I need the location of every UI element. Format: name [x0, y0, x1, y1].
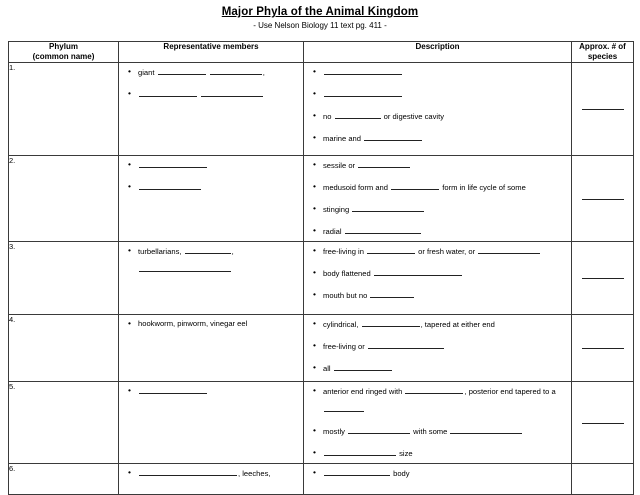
table-row: [9, 464, 634, 495]
text-fragment: no: [323, 112, 334, 121]
column-header-description: Description: [304, 42, 572, 63]
fill-in-blank[interactable]: [158, 67, 206, 75]
text-fragment: or fresh water, or: [416, 247, 478, 256]
text-fragment: , tapered at either end: [420, 320, 495, 329]
text-fragment: hookworm, pinworm, vinegar eel: [138, 319, 248, 328]
description-item: [312, 386, 567, 415]
cell-description[interactable]: [304, 382, 572, 464]
fill-in-blank[interactable]: [185, 246, 231, 254]
table-header: [9, 42, 634, 63]
fill-in-blank[interactable]: [582, 277, 624, 279]
description-list: [304, 63, 571, 148]
description-list: [304, 242, 571, 305]
member-list: [119, 464, 303, 483]
column-header-members: Representative members: [119, 42, 304, 63]
cell-species-count[interactable]: [572, 315, 634, 382]
text-fragment: free-living in: [323, 247, 367, 256]
cell-representative-members[interactable]: [119, 242, 304, 315]
description-item: [312, 426, 567, 437]
description-list: [304, 464, 571, 483]
fill-in-blank[interactable]: [391, 182, 439, 190]
column-header-phylum-line1: Phylum: [49, 42, 78, 51]
phyla-table: [8, 41, 634, 495]
fill-in-blank[interactable]: [139, 468, 237, 476]
cell-species-count[interactable]: [572, 63, 634, 156]
fill-in-blank[interactable]: [582, 422, 624, 424]
text-fragment: [207, 68, 209, 77]
member-item-continuation: [138, 264, 299, 275]
text-fragment: all: [323, 364, 333, 373]
fill-in-blank[interactable]: [450, 426, 522, 434]
fill-in-blank[interactable]: [139, 264, 231, 272]
table-row: [9, 242, 634, 315]
text-fragment: mouth but no: [323, 291, 370, 300]
member-item: [127, 89, 299, 100]
text-fragment: ,: [262, 68, 265, 77]
row-number: 5.: [9, 382, 16, 391]
description-item: [312, 89, 567, 100]
fill-in-blank[interactable]: [324, 89, 402, 97]
fill-in-blank[interactable]: [345, 226, 421, 234]
fill-in-blank[interactable]: [324, 404, 364, 412]
description-item: [312, 319, 567, 330]
description-list: [304, 156, 571, 241]
description-item: [312, 204, 567, 215]
text-fragment: giant: [138, 68, 157, 77]
cell-representative-members[interactable]: [119, 63, 304, 156]
member-list: [119, 315, 303, 333]
cell-representative-members[interactable]: [119, 315, 304, 382]
table-row: [9, 156, 634, 242]
text-fragment: free-living or: [323, 342, 367, 351]
description-item: [312, 67, 567, 78]
fill-in-blank[interactable]: [358, 160, 410, 168]
column-header-phylum: [9, 42, 119, 63]
cell-description[interactable]: [304, 63, 572, 156]
column-header-species-line2: species: [587, 52, 618, 61]
fill-in-blank[interactable]: [210, 67, 262, 75]
column-header-species-line1: Approx. # of: [579, 42, 626, 51]
fill-in-blank[interactable]: [405, 386, 463, 394]
description-item: [312, 133, 567, 144]
member-list: [119, 242, 303, 279]
description-item: [312, 160, 567, 171]
fill-in-blank[interactable]: [582, 198, 624, 200]
cell-species-count[interactable]: [572, 382, 634, 464]
cell-representative-members[interactable]: [119, 464, 304, 495]
fill-in-blank[interactable]: [324, 67, 402, 75]
fill-in-blank[interactable]: [139, 160, 207, 168]
member-list: [119, 63, 303, 104]
fill-in-blank[interactable]: [364, 133, 422, 141]
member-item: [127, 386, 299, 397]
fill-in-blank[interactable]: [478, 246, 540, 254]
text-fragment: , posterior end tapered to a: [464, 387, 556, 396]
cell-phylum[interactable]: [9, 382, 119, 464]
text-fragment: or digestive cavity: [381, 112, 445, 121]
description-item: [312, 111, 567, 122]
title-block: [0, 0, 640, 32]
member-item: [127, 246, 299, 275]
text-fragment: [198, 90, 200, 99]
member-item: [127, 182, 299, 193]
cell-species-count[interactable]: [572, 464, 634, 495]
cell-representative-members[interactable]: [119, 156, 304, 242]
description-item: [312, 448, 567, 459]
table-row: [9, 315, 634, 382]
fill-in-blank[interactable]: [362, 319, 420, 327]
table-row: [9, 382, 634, 464]
description-item: [312, 226, 567, 237]
cell-description[interactable]: [304, 156, 572, 242]
description-item: [312, 341, 567, 352]
fill-in-blank[interactable]: [139, 182, 201, 190]
row-number: 3.: [9, 242, 16, 251]
page-subtitle: - Use Nelson Biology 11 text pg. 411 -: [253, 21, 387, 30]
table-header-row: [9, 42, 634, 63]
fill-in-blank[interactable]: [348, 426, 410, 434]
cell-species-count[interactable]: [572, 156, 634, 242]
description-list: [304, 315, 571, 378]
cell-phylum[interactable]: [9, 156, 119, 242]
text-fragment: turbellarians,: [138, 247, 184, 256]
fill-in-blank[interactable]: [368, 341, 444, 349]
cell-representative-members[interactable]: [119, 382, 304, 464]
column-header-phylum-line2: (common name): [32, 52, 95, 61]
text-fragment: cylindrical,: [323, 320, 361, 329]
description-item: [312, 182, 567, 193]
text-fragment: medusoid form and: [323, 183, 391, 192]
description-item: [312, 363, 567, 374]
text-fragment: mostly: [323, 427, 348, 436]
fill-in-blank[interactable]: [582, 347, 624, 349]
text-fragment: form in life cycle of some: [440, 183, 526, 192]
member-list: [119, 156, 303, 197]
member-list: [119, 382, 303, 401]
cell-phylum[interactable]: [9, 242, 119, 315]
text-fragment: size: [397, 449, 413, 458]
text-fragment: marine and: [323, 134, 364, 143]
text-fragment: , leeches,: [238, 469, 271, 478]
description-item-continuation: [323, 404, 567, 415]
text-fragment: body: [391, 469, 410, 478]
row-number: 4.: [9, 315, 16, 324]
fill-in-blank[interactable]: [582, 108, 624, 110]
row-number: 6.: [9, 464, 16, 473]
text-fragment: ,: [231, 247, 234, 256]
text-fragment: sessile or: [323, 161, 358, 170]
table-body: [9, 63, 634, 495]
text-fragment: body flattened: [323, 269, 373, 278]
fill-in-blank[interactable]: [367, 246, 415, 254]
description-item: [312, 468, 567, 479]
fill-in-blank[interactable]: [335, 111, 381, 119]
fill-in-blank[interactable]: [324, 468, 390, 476]
member-item: [127, 319, 299, 329]
cell-phylum[interactable]: [9, 315, 119, 382]
text-fragment: radial: [323, 227, 344, 236]
cell-species-count[interactable]: [572, 242, 634, 315]
fill-in-blank[interactable]: [352, 204, 424, 212]
text-fragment: anterior end ringed with: [323, 387, 405, 396]
text-fragment: with some: [411, 427, 450, 436]
fill-in-blank[interactable]: [139, 386, 207, 394]
description-item: [312, 246, 567, 257]
description-item: [312, 290, 567, 301]
member-item: [127, 67, 299, 78]
row-number: 1.: [9, 63, 16, 72]
cell-phylum[interactable]: [9, 63, 119, 156]
page-title: Major Phyla of the Animal Kingdom: [221, 6, 419, 18]
cell-description[interactable]: [304, 315, 572, 382]
column-header-species: [572, 42, 634, 63]
table-row: [9, 63, 634, 156]
member-item: [127, 468, 299, 479]
fill-in-blank[interactable]: [201, 89, 263, 97]
text-fragment: stinging: [323, 205, 352, 214]
fill-in-blank[interactable]: [334, 363, 392, 371]
fill-in-blank[interactable]: [324, 448, 396, 456]
cell-phylum[interactable]: [9, 464, 119, 495]
description-list: [304, 382, 571, 463]
table-container: [8, 41, 633, 495]
fill-in-blank[interactable]: [370, 290, 414, 298]
cell-description[interactable]: [304, 464, 572, 495]
description-item: [312, 268, 567, 279]
fill-in-blank[interactable]: [139, 89, 197, 97]
row-number: 2.: [9, 156, 16, 165]
member-item: [127, 160, 299, 171]
fill-in-blank[interactable]: [374, 268, 462, 276]
cell-description[interactable]: [304, 242, 572, 315]
